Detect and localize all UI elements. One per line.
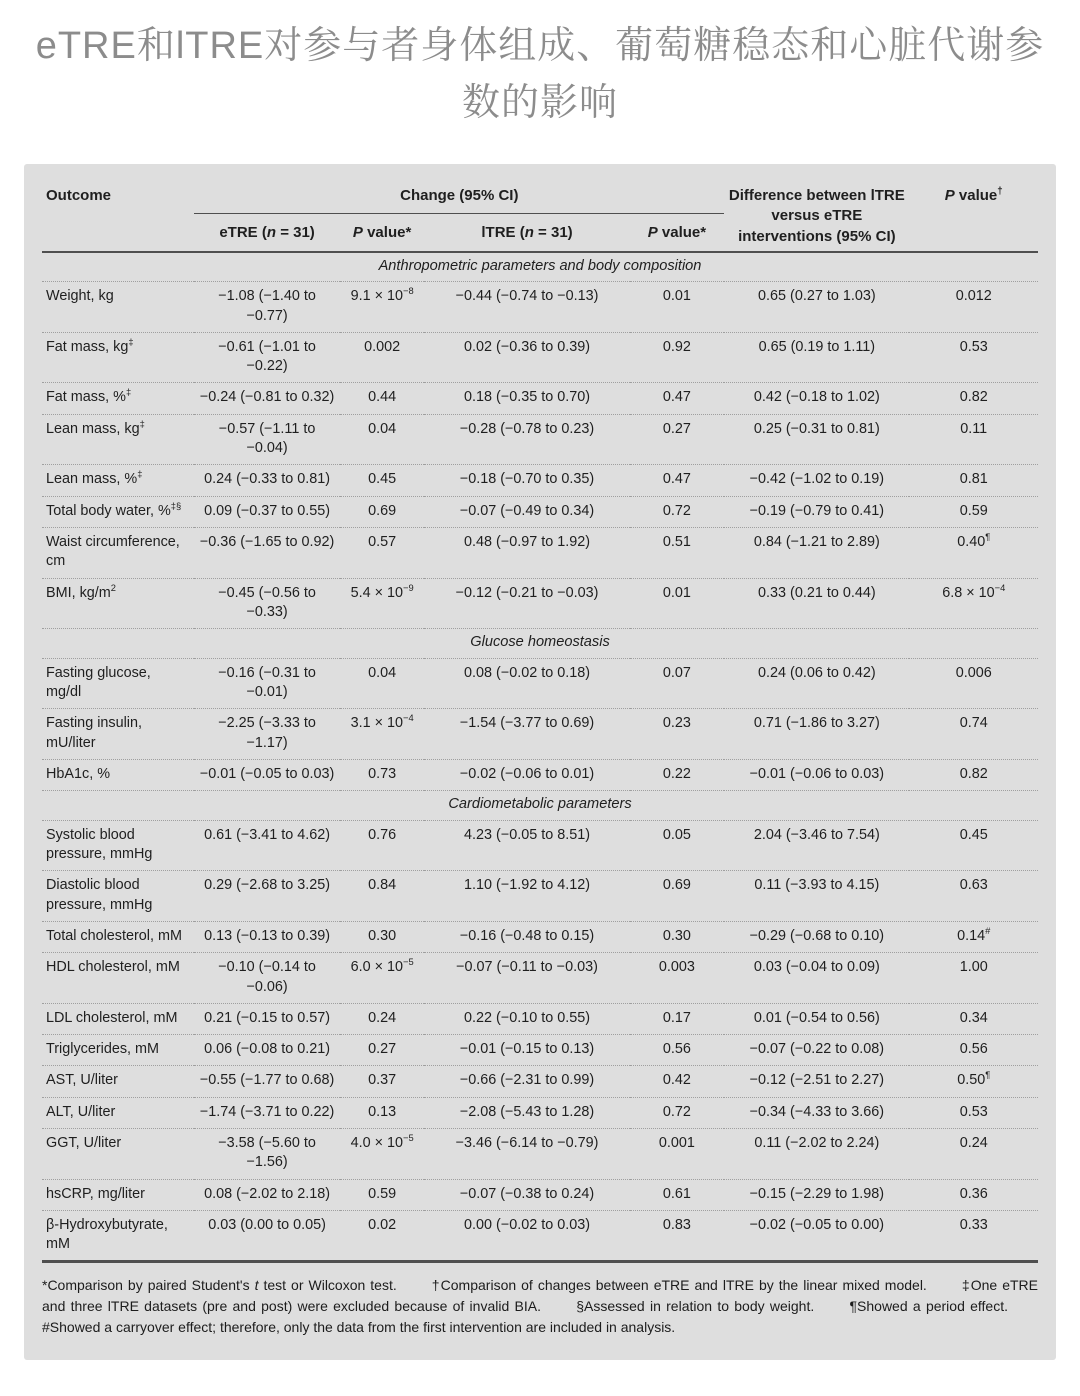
ltre-change-cell: −2.08 (−5.43 to 1.28): [459, 1103, 595, 1120]
etre-change-cell: 0.29 (−2.68 to 3.25): [204, 877, 331, 894]
outcome-cell: hsCRP, mg/liter: [46, 1185, 145, 1202]
etre-p-value-cell: 0.57: [368, 533, 397, 550]
difference-cell: −0.19 (−0.79 to 0.41): [749, 502, 885, 519]
difference-cell: 0.84 (−1.21 to 2.89): [753, 533, 880, 550]
ltre-p-value-cell: 0.47: [662, 389, 691, 406]
ltre-p-value-cell: 0.07: [662, 664, 691, 681]
between-p-value-cell: 0.006: [955, 664, 992, 681]
col-header-outcome: Outcome: [46, 187, 112, 204]
ltre-change-cell: −0.07 (−0.49 to 0.34): [459, 502, 595, 519]
etre-p-value-cell: 0.002: [364, 338, 401, 355]
etre-change-cell: −0.57 (−1.11 to −0.04): [218, 420, 316, 457]
table-row: [42, 1210, 1038, 1262]
outcome-cell: HDL cholesterol, mM: [46, 959, 180, 976]
etre-p-value-cell: 0.27: [368, 1041, 397, 1058]
between-p-value-cell: 0.53: [959, 1103, 988, 1120]
difference-cell: 0.11 (−2.02 to 2.24): [754, 1135, 880, 1151]
outcome-cell: Weight, kg: [46, 288, 114, 305]
etre-change-cell: −0.45 (−0.56 to −0.33): [218, 584, 316, 620]
etre-change-cell: −3.58 (−5.60 to −1.56): [218, 1135, 316, 1171]
between-p-value-cell: 0.33: [959, 1216, 988, 1233]
outcome-cell: Lean mass, %‡: [46, 469, 143, 488]
etre-change-cell: −0.01 (−0.05 to 0.03): [199, 765, 335, 782]
table-row: [42, 953, 1038, 1004]
difference-cell: 0.65 (0.27 to 1.03): [758, 288, 876, 305]
footnote-segment: ‡One eTRE and three lTRE datasets (pre and post) were excluded because of invalid BIA.: [42, 1277, 1038, 1315]
between-p-value-cell: 0.34: [959, 1009, 988, 1026]
footnote-segment: §Assessed in relation to body weight.: [576, 1298, 815, 1315]
table-row: [42, 332, 1038, 383]
between-p-value-cell: $6.8 \times 10^{-4}$: [942, 582, 1006, 601]
outcome-cell: Diastolic blood pressure, mmHg: [46, 877, 153, 913]
ltre-change-cell: −0.16 (−0.48 to 0.15): [459, 927, 595, 944]
col-header-p-value-etre: P value*: [352, 223, 412, 241]
etre-change-cell: 0.21 (−0.15 to 0.57): [204, 1009, 331, 1026]
ltre-change-cell: 4.23 (−0.05 to 8.51): [464, 826, 591, 843]
footnote-segment: †Comparison of changes between eTRE and lTRE by the linear mixed model.: [431, 1277, 927, 1294]
etre-p-value-cell: 0.02: [368, 1216, 397, 1233]
outcome-cell: AST, U/liter: [46, 1072, 118, 1089]
table-row: [42, 709, 1038, 760]
etre-change-cell: −0.61 (−1.01 to −0.22): [218, 338, 316, 375]
between-p-value-cell: 0.82: [959, 389, 988, 406]
outcome-cell: Fasting insulin, mU/liter: [46, 715, 142, 751]
ltre-p-value-cell: 0.92: [662, 338, 691, 355]
ltre-p-value-cell: 0.003: [658, 959, 695, 976]
col-header-difference: Difference between lTRE versus eTRE interventions (95% CI): [728, 187, 905, 245]
etre-p-value-cell: 0.04: [368, 420, 397, 437]
ltre-change-cell: 0.08 (−0.02 to 0.18): [464, 664, 591, 681]
between-p-value-cell: 0.56: [959, 1041, 988, 1058]
etre-change-cell: −0.36 (−1.65 to 0.92): [199, 533, 335, 550]
ltre-p-value-cell: 0.51: [662, 533, 691, 550]
difference-cell: 0.03 (−0.04 to 0.09): [753, 959, 880, 976]
ltre-change-cell: −3.46 (−6.14 to −0.79): [455, 1135, 599, 1151]
outcome-cell: Systolic blood pressure, mmHg: [46, 826, 153, 863]
etre-p-value-cell: 0.73: [368, 765, 397, 782]
difference-cell: 0.11 (−3.93 to 4.15): [754, 877, 880, 894]
header-row-group: [42, 178, 1038, 213]
etre-p-value-cell: 0.30: [368, 927, 397, 944]
ltre-p-value-cell: 0.01: [662, 288, 691, 305]
etre-p-value-cell: $3.1 \times 10^{-4}$: [350, 713, 414, 732]
etre-p-value-cell: 0.76: [368, 826, 397, 843]
difference-cell: 0.65 (0.19 to 1.11): [758, 338, 876, 355]
between-p-value-cell: 0.36: [959, 1185, 988, 1202]
etre-change-cell: −1.08 (−1.40 to −0.77): [218, 288, 316, 324]
table-row: [42, 282, 1038, 333]
between-p-value-cell: 0.63: [959, 877, 988, 894]
ltre-p-value-cell: 0.01: [662, 584, 691, 601]
outcome-cell: HbA1c, %: [46, 765, 110, 782]
table-row: [42, 921, 1038, 952]
page-title: eTRE和lTRE对参与者身体组成、葡萄糖稳态和心脏代谢参数的影响: [35, 25, 1045, 124]
etre-p-value-cell: 0.24: [368, 1009, 397, 1026]
etre-p-value-cell: 0.37: [368, 1072, 397, 1089]
difference-cell: −0.42 (−1.02 to 0.19): [749, 471, 885, 488]
etre-change-cell: 0.13 (−0.13 to 0.39): [204, 927, 331, 944]
table-row: [42, 658, 1038, 709]
ltre-change-cell: −0.07 (−0.11 to −0.03): [456, 959, 598, 976]
section-label: Anthropometric parameters and body composition: [378, 257, 702, 274]
difference-cell: −0.12 (−2.51 to 2.27): [749, 1072, 885, 1089]
table-body: [42, 252, 1038, 1262]
col-header-p-value-ltre: P value*: [647, 223, 707, 241]
ltre-change-cell: 0.02 (−0.36 to 0.39): [464, 338, 591, 355]
difference-cell: −0.34 (−4.33 to 3.66): [749, 1103, 885, 1120]
between-p-value-cell: 0.59: [959, 502, 988, 519]
between-p-value-cell: 0.53: [959, 338, 988, 355]
outcome-cell: BMI, $kg/m^2$: [46, 582, 116, 601]
etre-change-cell: 0.03 (0.00 to 0.05): [208, 1216, 326, 1233]
footnote-segment: *Comparison by paired Student's t test or Wilcoxon test.: [42, 1277, 397, 1294]
difference-cell: 0.33 (0.21 to 0.44): [758, 584, 876, 601]
section-header-row: [42, 791, 1038, 821]
ltre-change-cell: 0.22 (−0.10 to 0.55): [464, 1009, 591, 1026]
results-table: [42, 178, 1038, 1263]
ltre-p-value-cell: 0.22: [662, 765, 691, 782]
etre-change-cell: −0.55 (−1.77 to 0.68): [199, 1072, 335, 1089]
ltre-change-cell: −0.18 (−0.70 to 0.35): [459, 471, 595, 488]
difference-cell: 0.25 (−0.31 to 0.81): [753, 420, 880, 437]
etre-p-value-cell: $4.0 \times 10^{-5}$: [350, 1133, 414, 1151]
difference-cell: −0.29 (−0.68 to 0.10): [749, 927, 885, 944]
section-header-row: [42, 252, 1038, 282]
table-row: [42, 527, 1038, 578]
ltre-change-cell: −0.28 (−0.78 to 0.23): [459, 420, 595, 437]
difference-cell: −0.07 (−0.22 to 0.08): [749, 1041, 885, 1058]
ltre-change-cell: 0.18 (−0.35 to 0.70): [464, 389, 591, 406]
ltre-p-value-cell: 0.27: [662, 420, 691, 437]
etre-p-value-cell: 0.84: [368, 877, 397, 894]
ltre-p-value-cell: 0.23: [662, 715, 691, 732]
etre-p-value-cell: 0.45: [368, 471, 397, 488]
outcome-cell: β-Hydroxybutyrate, mM: [46, 1216, 168, 1253]
table-row: [42, 1129, 1038, 1180]
between-p-value-cell: 1.00: [959, 959, 988, 976]
ltre-p-value-cell: 0.72: [662, 1103, 691, 1120]
ltre-p-value-cell: 0.61: [662, 1185, 691, 1202]
difference-cell: 0.24 (0.06 to 0.42): [758, 664, 876, 681]
between-p-value-cell: 0.012: [955, 288, 992, 305]
ltre-change-cell: −0.07 (−0.38 to 0.24): [459, 1185, 595, 1202]
difference-cell: −0.01 (−0.06 to 0.03): [749, 765, 885, 782]
outcome-cell: Fasting glucose, mg/dl: [46, 664, 151, 700]
table-row: [42, 465, 1038, 496]
etre-change-cell: 0.09 (−0.37 to 0.55): [204, 502, 331, 519]
ltre-p-value-cell: 0.69: [662, 877, 691, 894]
ltre-p-value-cell: 0.05: [662, 826, 691, 843]
etre-change-cell: −0.10 (−0.14 to −0.06): [218, 959, 316, 995]
etre-change-cell: −0.24 (−0.81 to 0.32): [199, 389, 335, 406]
ltre-change-cell: 1.10 (−1.92 to 4.12): [464, 877, 591, 894]
table-row: [42, 578, 1038, 629]
ltre-p-value-cell: 0.83: [662, 1216, 691, 1233]
section-header-row: [42, 629, 1038, 659]
ltre-p-value-cell: 0.56: [662, 1041, 691, 1058]
difference-cell: −0.02 (−0.05 to 0.00): [749, 1216, 885, 1233]
ltre-p-value-cell: 0.72: [662, 502, 691, 519]
table-row: [42, 1097, 1038, 1128]
table-row: [42, 820, 1038, 871]
between-p-value-cell: 0.82: [959, 765, 988, 782]
etre-change-cell: −1.74 (−3.71 to 0.22): [199, 1103, 335, 1120]
ltre-change-cell: 0.00 (−0.02 to 0.03): [464, 1216, 591, 1233]
ltre-change-cell: −1.54 (−3.77 to 0.69): [459, 715, 595, 732]
table-row: [42, 1003, 1038, 1034]
difference-cell: −0.15 (−2.29 to 1.98): [749, 1185, 885, 1202]
outcome-cell: Waist circumference, cm: [46, 533, 180, 570]
table-row: [42, 383, 1038, 414]
outcome-cell: Total body water, %‡§: [46, 500, 182, 519]
footnote-segment: ¶Showed a period effect.: [849, 1298, 1008, 1315]
section-label: Cardiometabolic parameters: [448, 796, 632, 813]
etre-p-value-cell: 0.44: [368, 389, 397, 406]
ltre-p-value-cell: 0.17: [662, 1009, 691, 1026]
etre-p-value-cell: $9.1 \times 10^{-8}$: [350, 286, 414, 305]
between-p-value-cell: 0.81: [959, 471, 988, 488]
between-p-value-cell: 0.74: [959, 715, 988, 732]
etre-p-value-cell: $6.0 \times 10^{-5}$: [350, 957, 414, 976]
etre-change-cell: −0.16 (−0.31 to −0.01): [218, 664, 316, 700]
between-p-value-cell: 0.11: [960, 420, 988, 437]
table-row: [42, 496, 1038, 527]
difference-cell: 0.71 (−1.86 to 3.27): [753, 715, 880, 732]
footnote-segment: #Showed a carryover effect; therefore, only the data from the first intervention are included in analysis.: [42, 1319, 676, 1336]
ltre-p-value-cell: 0.001: [658, 1135, 695, 1151]
outcome-cell: Triglycerides, mM: [46, 1041, 160, 1058]
between-p-value-cell: 0.40¶: [957, 532, 991, 550]
ltre-p-value-cell: 0.30: [662, 927, 691, 944]
ltre-change-cell: −0.01 (−0.15 to 0.13): [459, 1041, 595, 1058]
ltre-change-cell: 0.48 (−0.97 to 1.92): [464, 533, 591, 550]
outcome-cell: LDL cholesterol, mM: [46, 1009, 178, 1026]
ltre-change-cell: −0.44 (−0.74 to −0.13): [455, 288, 599, 305]
between-p-value-cell: 0.14#: [957, 926, 991, 944]
table-row: [42, 871, 1038, 922]
etre-p-value-cell: 0.13: [368, 1103, 397, 1120]
etre-change-cell: 0.61 (−3.41 to 4.62): [204, 826, 331, 843]
difference-cell: 0.01 (−0.54 to 0.56): [753, 1009, 880, 1026]
ltre-change-cell: −0.12 (−0.21 to −0.03): [455, 584, 599, 601]
table-footnotes: [42, 1275, 1038, 1338]
ltre-p-value-cell: 0.47: [662, 471, 691, 488]
ltre-p-value-cell: 0.42: [662, 1072, 691, 1089]
table-row: [42, 1066, 1038, 1097]
col-header-ltre: lTRE (n = 31): [481, 223, 573, 241]
ltre-change-cell: −0.66 (−2.31 to 0.99): [459, 1072, 595, 1089]
etre-p-value-cell: $5.4 \times 10^{-9}$: [350, 582, 414, 601]
between-p-value-cell: 0.24: [959, 1135, 988, 1151]
section-label: Glucose homeostasis: [470, 634, 610, 651]
etre-change-cell: 0.08 (−2.02 to 2.18): [204, 1185, 331, 1202]
difference-cell: 2.04 (−3.46 to 7.54): [753, 826, 880, 843]
outcome-cell: Lean mass, kg‡: [46, 418, 145, 437]
outcome-cell: ALT, U/liter: [46, 1103, 116, 1120]
outcome-cell: Total cholesterol, mM: [46, 927, 182, 944]
etre-p-value-cell: 0.04: [368, 664, 397, 681]
results-table-panel: [24, 164, 1056, 1360]
ltre-change-cell: −0.02 (−0.06 to 0.01): [459, 765, 595, 782]
etre-p-value-cell: 0.69: [368, 502, 397, 519]
table-row: [42, 759, 1038, 790]
outcome-cell: Fat mass, %‡: [46, 387, 132, 406]
table-row: [42, 414, 1038, 465]
table-row: [42, 1179, 1038, 1210]
outcome-cell: GGT, U/liter: [46, 1135, 122, 1151]
difference-cell: 0.42 (−0.18 to 1.02): [753, 389, 880, 406]
etre-p-value-cell: 0.59: [368, 1185, 397, 1202]
etre-change-cell: 0.24 (−0.33 to 0.81): [204, 471, 331, 488]
col-header-p-value-between: P value†: [944, 186, 1003, 204]
table-row: [42, 1035, 1038, 1066]
col-header-change-group: Change (95% CI): [194, 178, 724, 213]
between-p-value-cell: 0.50¶: [957, 1070, 991, 1089]
col-header-etre: eTRE (n = 31): [219, 223, 315, 241]
etre-change-cell: −2.25 (−3.33 to −1.17): [218, 715, 316, 751]
outcome-cell: Fat mass, kg‡: [46, 337, 134, 355]
between-p-value-cell: 0.45: [959, 826, 988, 843]
etre-change-cell: 0.06 (−0.08 to 0.21): [204, 1041, 331, 1058]
table-header: [42, 178, 1038, 252]
